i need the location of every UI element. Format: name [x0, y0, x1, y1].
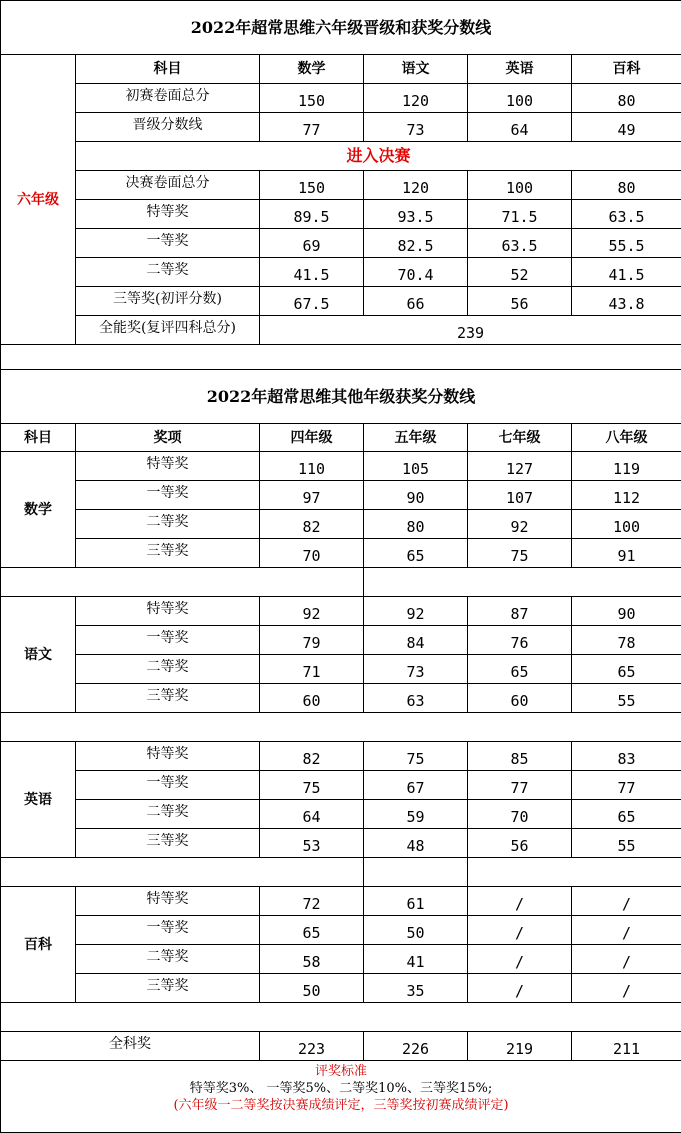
subject-label-encyclopedia: 百科: [1, 887, 76, 1003]
cell-value: 55.5: [572, 229, 681, 258]
table-row: [1, 84, 681, 113]
all-round-label: 全能奖(复评四科总分): [76, 316, 260, 345]
cell-value: 56: [468, 829, 572, 858]
cell-value: 92: [260, 597, 364, 626]
table-row: [1, 539, 681, 568]
table-row: [1, 171, 681, 200]
criteria-heading: 评奖标准: [1, 1063, 681, 1080]
row-label: 晋级分数线: [76, 113, 260, 142]
cell-value: 84: [364, 626, 468, 655]
column-header-grade7: 七年级: [468, 424, 572, 452]
cell-value: 71: [260, 655, 364, 684]
cell-value: 91: [572, 539, 681, 568]
row-label: 三等奖: [76, 684, 260, 713]
column-header-grade5: 五年级: [364, 424, 468, 452]
table-row: [1, 945, 681, 974]
cell-value: 226: [364, 1032, 468, 1061]
table-row: [1, 481, 681, 510]
cell-value: 87: [468, 597, 572, 626]
cell-value: 83: [572, 742, 681, 771]
cell-value: 77: [260, 113, 364, 142]
row-label: 特等奖: [76, 597, 260, 626]
spacer-cell: [364, 568, 681, 597]
cell-value: 65: [572, 655, 681, 684]
table-row: [1, 887, 681, 916]
table-row: [1, 829, 681, 858]
cell-value: 75: [260, 771, 364, 800]
cell-value: 60: [260, 684, 364, 713]
row-label: 二等奖: [76, 510, 260, 539]
cell-value: 82.5: [364, 229, 468, 258]
cell-value: 61: [364, 887, 468, 916]
cell-value: 50: [364, 916, 468, 945]
cell-value: 41.5: [572, 258, 681, 287]
column-header-award: 奖项: [76, 424, 260, 452]
all-subjects-label: 全科奖: [1, 1032, 260, 1061]
table-row: [1, 974, 681, 1003]
row-label: 一等奖: [76, 229, 260, 258]
cell-value: 100: [468, 171, 572, 200]
cell-value: /: [572, 916, 681, 945]
cell-value: 69: [260, 229, 364, 258]
table-row: [1, 287, 681, 316]
cell-value: 77: [468, 771, 572, 800]
cell-value: 92: [468, 510, 572, 539]
cell-value: 211: [572, 1032, 681, 1061]
section2-title: 2022年超常思维其他年级获奖分数线: [1, 370, 681, 424]
cell-value: 93.5: [364, 200, 468, 229]
table-row: [1, 684, 681, 713]
cell-value: 80: [572, 84, 681, 113]
row-label: 一等奖: [76, 771, 260, 800]
cell-value: 41.5: [260, 258, 364, 287]
cell-value: 63.5: [572, 200, 681, 229]
column-header-grade8: 八年级: [572, 424, 681, 452]
row-label: 一等奖: [76, 916, 260, 945]
cell-value: 63: [364, 684, 468, 713]
row-label: 三等奖: [76, 974, 260, 1003]
cell-value: 90: [572, 597, 681, 626]
cell-value: /: [468, 974, 572, 1003]
table-row: [1, 510, 681, 539]
cell-value: 67: [364, 771, 468, 800]
cell-value: 48: [364, 829, 468, 858]
table-row: [1, 1032, 681, 1061]
table-row: [1, 626, 681, 655]
cell-value: 35: [364, 974, 468, 1003]
cell-value: 41: [364, 945, 468, 974]
table-row: [1, 655, 681, 684]
cell-value: 73: [364, 113, 468, 142]
column-header-english: 英语: [468, 55, 572, 84]
row-label: 特等奖: [76, 200, 260, 229]
criteria-note: (六年级一二等奖按决赛成绩评定，三等奖按初赛成绩评定): [1, 1097, 681, 1114]
cell-value: 65: [572, 800, 681, 829]
row-label: 特等奖: [76, 742, 260, 771]
table-row: [1, 113, 681, 142]
cell-value: 65: [468, 655, 572, 684]
cell-value: 80: [572, 171, 681, 200]
cell-value: 60: [468, 684, 572, 713]
criteria-percentages: 特等奖3%、 一等奖5%、二等奖10%、三等奖15%;: [1, 1080, 681, 1097]
row-label: 特等奖: [76, 887, 260, 916]
cell-value: 78: [572, 626, 681, 655]
spacer-cell: [364, 858, 468, 887]
row-label: 三等奖: [76, 539, 260, 568]
cell-value: 58: [260, 945, 364, 974]
table-row: [1, 229, 681, 258]
cell-value: 67.5: [260, 287, 364, 316]
subject-label-chinese: 语文: [1, 597, 76, 713]
row-label: 特等奖: [76, 452, 260, 481]
spacer-row: [1, 1003, 681, 1032]
cell-value: 70: [260, 539, 364, 568]
cell-value: 66: [364, 287, 468, 316]
cell-value: /: [572, 887, 681, 916]
subject-label-math: 数学: [1, 452, 76, 568]
table-row: [1, 200, 681, 229]
cell-value: 97: [260, 481, 364, 510]
cell-value: 75: [364, 742, 468, 771]
cell-value: 120: [364, 171, 468, 200]
cell-value: 82: [260, 510, 364, 539]
cell-value: 219: [468, 1032, 572, 1061]
row-label: 决赛卷面总分: [76, 171, 260, 200]
spacer-row: [1, 713, 681, 742]
cell-value: 120: [364, 84, 468, 113]
table-row: [1, 916, 681, 945]
column-header-encyclopedia: 百科: [572, 55, 681, 84]
cell-value: 56: [468, 287, 572, 316]
table-row: [1, 771, 681, 800]
section1-title: 2022年超常思维六年级晋级和获奖分数线: [1, 1, 681, 55]
row-label: 二等奖: [76, 800, 260, 829]
column-header-grade4: 四年级: [260, 424, 364, 452]
cell-value: 70: [468, 800, 572, 829]
column-header-chinese: 语文: [364, 55, 468, 84]
cell-value: 49: [572, 113, 681, 142]
cell-value: 150: [260, 171, 364, 200]
table-row: [1, 800, 681, 829]
cell-value: 110: [260, 452, 364, 481]
cell-value: 55: [572, 829, 681, 858]
cell-value: 76: [468, 626, 572, 655]
cell-value: 75: [468, 539, 572, 568]
cell-value: 90: [364, 481, 468, 510]
cell-value: 119: [572, 452, 681, 481]
cell-value: 79: [260, 626, 364, 655]
cell-value: 92: [364, 597, 468, 626]
cell-value: 82: [260, 742, 364, 771]
cell-value: /: [468, 916, 572, 945]
spacer-cell: [1, 568, 364, 597]
spacer-row: [1, 345, 681, 370]
cell-value: 53: [260, 829, 364, 858]
cell-value: 43.8: [572, 287, 681, 316]
cell-value: 70.4: [364, 258, 468, 287]
cell-value: 64: [260, 800, 364, 829]
cell-value: 59: [364, 800, 468, 829]
cell-value: 150: [260, 84, 364, 113]
row-label: 一等奖: [76, 626, 260, 655]
table-row: [1, 742, 681, 771]
subject-label-english: 英语: [1, 742, 76, 858]
spacer-cell: [468, 858, 681, 887]
cell-value: 64: [468, 113, 572, 142]
spacer-cell: [1, 858, 364, 887]
cell-value: 223: [260, 1032, 364, 1061]
cell-value: 72: [260, 887, 364, 916]
award-criteria: [1, 1061, 681, 1133]
cell-value: /: [572, 945, 681, 974]
grade-six-label: 六年级: [1, 55, 76, 345]
finals-banner: 进入决赛: [76, 142, 681, 171]
row-label: 初赛卷面总分: [76, 84, 260, 113]
row-label: 二等奖: [76, 258, 260, 287]
cell-value: 105: [364, 452, 468, 481]
column-header-subject: 科目: [76, 55, 260, 84]
cell-value: 52: [468, 258, 572, 287]
cell-value: 85: [468, 742, 572, 771]
cell-value: 77: [572, 771, 681, 800]
cell-value: 71.5: [468, 200, 572, 229]
cell-value: 55: [572, 684, 681, 713]
cell-value: 65: [364, 539, 468, 568]
cell-value: 50: [260, 974, 364, 1003]
row-label: 二等奖: [76, 945, 260, 974]
cell-value: 112: [572, 481, 681, 510]
row-label: 三等奖: [76, 829, 260, 858]
row-label: 二等奖: [76, 655, 260, 684]
all-round-value: 239: [260, 316, 681, 345]
cell-value: /: [572, 974, 681, 1003]
table-row: [1, 452, 681, 481]
cell-value: 100: [468, 84, 572, 113]
table-row: [1, 258, 681, 287]
cell-value: 65: [260, 916, 364, 945]
cell-value: /: [468, 887, 572, 916]
cell-value: 63.5: [468, 229, 572, 258]
column-header-math: 数学: [260, 55, 364, 84]
table-row: [1, 597, 681, 626]
column-header-subject: 科目: [1, 424, 76, 452]
cell-value: 89.5: [260, 200, 364, 229]
cell-value: /: [468, 945, 572, 974]
cell-value: 73: [364, 655, 468, 684]
row-label: 一等奖: [76, 481, 260, 510]
cell-value: 107: [468, 481, 572, 510]
cell-value: 127: [468, 452, 572, 481]
cell-value: 80: [364, 510, 468, 539]
cell-value: 100: [572, 510, 681, 539]
table-row: [1, 316, 681, 345]
row-label: 三等奖(初评分数): [76, 287, 260, 316]
